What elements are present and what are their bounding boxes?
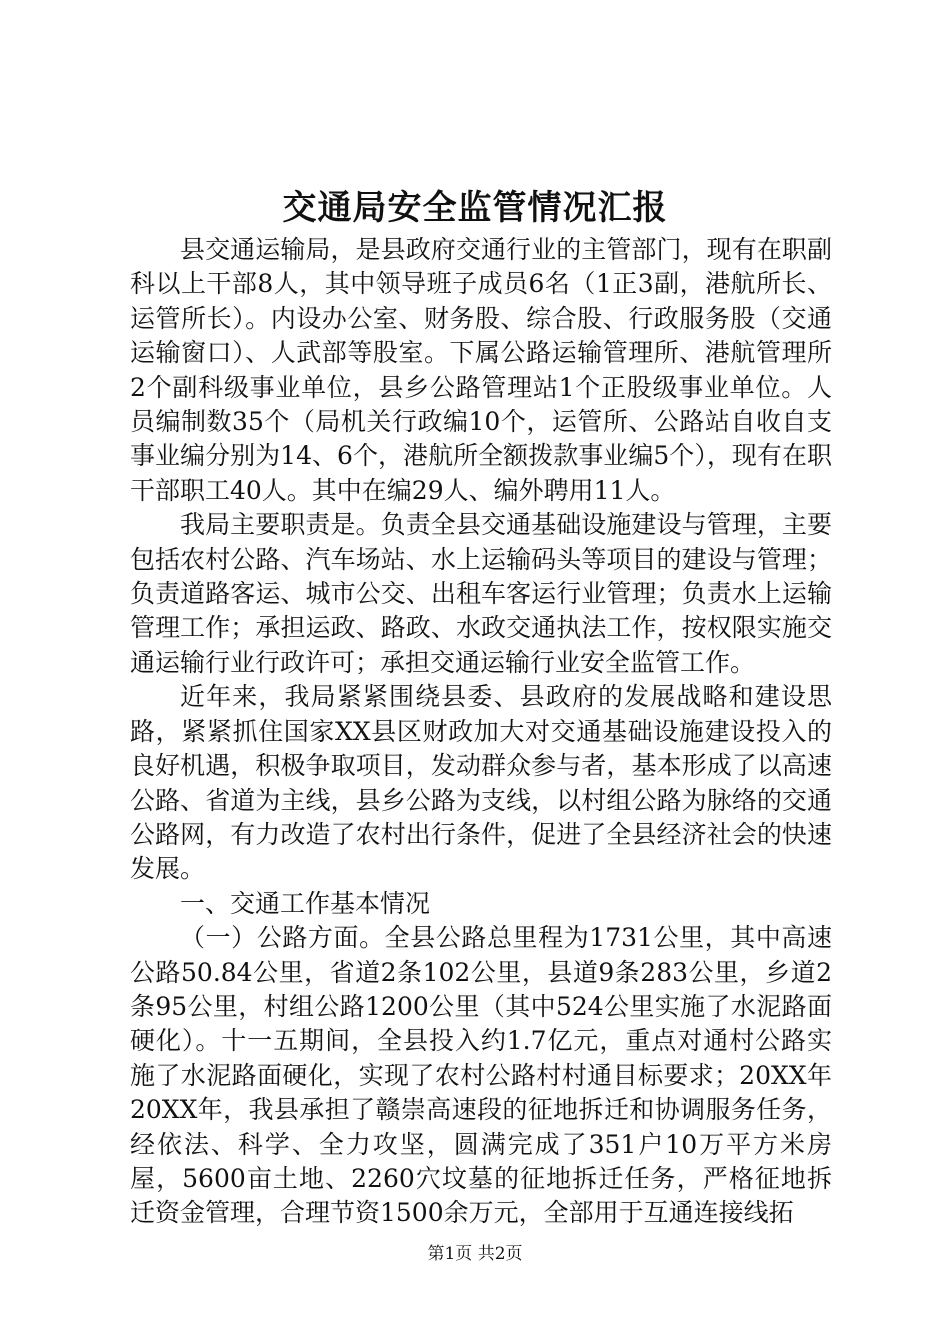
section-heading: 一、交通工作基本情况 <box>180 888 431 918</box>
paragraph-duties: 我局主要职责是。负责全县交通基础设施建设与管理，主要包括农村公路、汽车场站、水上运输码头等项目的建设与管理；负责道路客运、城市公交、出租车客运行业管理；负责水上运输管理工作；承担运政、路政、水政交通执法工作，按权限实施交通运输行业行政许可；承担交通运输行业安全监管工作。 <box>130 510 832 677</box>
page-footer: 第1页 共2页 <box>427 1244 523 1264</box>
document-title: 交通局安全监管情况汇报 <box>282 188 668 228</box>
paragraph-intro: 县交通运输局，是县政府交通行业的主管部门，现有在职副科以上干部8人，其中领导班子成员6名（1正3副，港航所长、运管所长）。内设办公室、财务股、综合股、行政服务股（交通运输窗口）、人武部等股室。下属公路运输管理所、港航管理所2个副科级事业单位，县乡公路管理站1个正股级事业单位。人员编制数35个（局机关行政编10个，运管所、公路站自收自支事业编分别为14、6个，港航所全额拨款事业编5个），现有在职干部职工40人。其中在编29人、编外聘用11人。 <box>130 235 832 505</box>
paragraph-roads: （一）公路方面。全县公路总里程为1731公里，其中高速公路50.84公里，省道2条102公里，县道9条283公里，乡道2条95公里，村组公路1200公里（其中524公里实施了水泥路面硬化）。十一五期间，全县投入约1.7亿元，重点对通村公路实施了水泥路面硬化，实现了农村公路村村通目标要求；20XX年20XX年，我县承担了赣崇高速段的征地拆迁和协调服务任务，经依法、科学、全力攻坚，圆满完成了351户10万平方米房屋，5600亩土地、2260穴坟墓的征地拆迁任务，严格征地拆迁资金管理，合理节资1500余万元，全部用于互通连接线拓 <box>130 923 832 1228</box>
paragraph-recent-years: 近年来，我局紧紧围绕县委、县政府的发展战略和建设思路，紧紧抓住国家XX县区财政加大对交通基础设施建设投入的良好机遇，积极争取项目，发动群众参与者，基本形成了以高速公路、省道为主线，县乡公路为支线，以村组公路为脉络的交通公路网，有力改造了农村出行条件，促进了全县经济社会的快速发展。 <box>130 682 832 884</box>
document-body <box>130 233 832 1231</box>
